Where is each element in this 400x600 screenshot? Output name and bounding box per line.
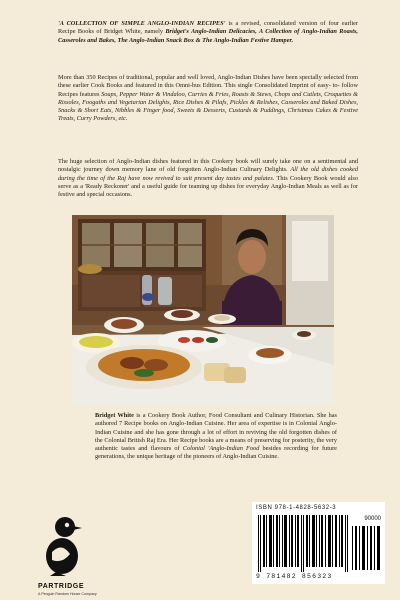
author-bio-text: is a Cookery Book Author, Food Consultant and Culinary Historian. She has authored 7 Recipe books on Anglo-Indian Cuisine. Her area of expertise is in Colonial Anglo-Indian Cuisine and she has gone through a lot of effort in reviving the old forgotten dishes of the Colonial British Raj Era. Her Recipe books are a means of preserving for posterity, the very authentic tastes and flavours of: [95, 412, 338, 453]
price-barcode-icon: [352, 526, 382, 570]
barcode: [252, 502, 385, 584]
publisher-name: PARTRIDGE: [38, 583, 85, 590]
isbn-label: ISBN 978-1-4828-5632-3: [256, 505, 337, 511]
author-name: Bridget White: [95, 412, 134, 419]
recipes-text: More than 350 Recipes of traditional, popular and well loved, Anglo-Indian Dishes have been specially selected from these earlier Cook Books and featured in this Omni-bus Edition. This single Consolidated Imprint of easy- to- follow Recipes features: [58, 74, 358, 98]
recipe-categories: Soups, Pepper Water & Vindaloo, Curries & Fries, Roasts & Stews, Chops and Cutlets, Croquettes & Rissoles, Foogaths and Vegetarian Delights, Rice Dishes & Pilafs, Pickles & Relishes, Casseroles and Baked Dishes, Snacks & Short Eats, Nibbles & Finger food, Sweets & Desserts, Custards & Puddings, Christmas Cakes & Festive Treats, Curry Powders, etc.: [58, 90, 358, 123]
author-bio: [95, 412, 337, 462]
barcode-bars-icon: [258, 515, 350, 572]
publisher-logo: [38, 512, 108, 592]
intro-paragraph: [58, 20, 358, 45]
author-photo-image: [72, 215, 334, 405]
selection-text-end: This Cookery Book would also serve as a 'Ready Reckoner' and a useful guide for teaming up dishes for everyday Anglo-Indian Meals as well as for festive and special occasions.: [58, 174, 358, 199]
selection-italic: All the old dishes cooked during the time of the Raj have now revived to suit present day tastes and palates.: [58, 166, 358, 182]
intro-text: is a revised, consolidated version of four earlier Recipe Books of Bridget White, namely: [58, 20, 358, 36]
price-code: 90000: [364, 516, 381, 522]
author-photo: [72, 215, 334, 405]
barcode-digits: 9 781482 856323: [256, 573, 333, 580]
author-bio-text-end: besides recording for future generations, the unique heritage of the pioneers of Anglo-Indian Cuisine.: [95, 445, 337, 461]
author-bio-italic: Colonial 'Anglo-Indian Food: [182, 445, 260, 453]
selection-text: The huge selection of Anglo-Indian dishes featured in this Cookery book will surely take one on a sentimental and nostalgic journey down memory lane of old forgotten Anglo-Indian Culinary Delights.: [58, 158, 358, 174]
earlier-books-list: Bridget's Anglo-Indian Delicacies, A Collection of Anglo-Indian Roasts, Casseroles and Bakes, The Anglo-Indian Snack Box & The Anglo-Indian Festive Hamper.: [58, 28, 358, 44]
recipes-paragraph: [58, 74, 358, 124]
selection-paragraph: [58, 158, 358, 199]
publisher-tagline: A Penguin Random House Company: [38, 592, 97, 596]
book-title-reference: 'A COLLECTION OF SIMPLE ANGLO-INDIAN RECIPES': [58, 20, 226, 27]
partridge-bird-icon: [44, 512, 84, 576]
